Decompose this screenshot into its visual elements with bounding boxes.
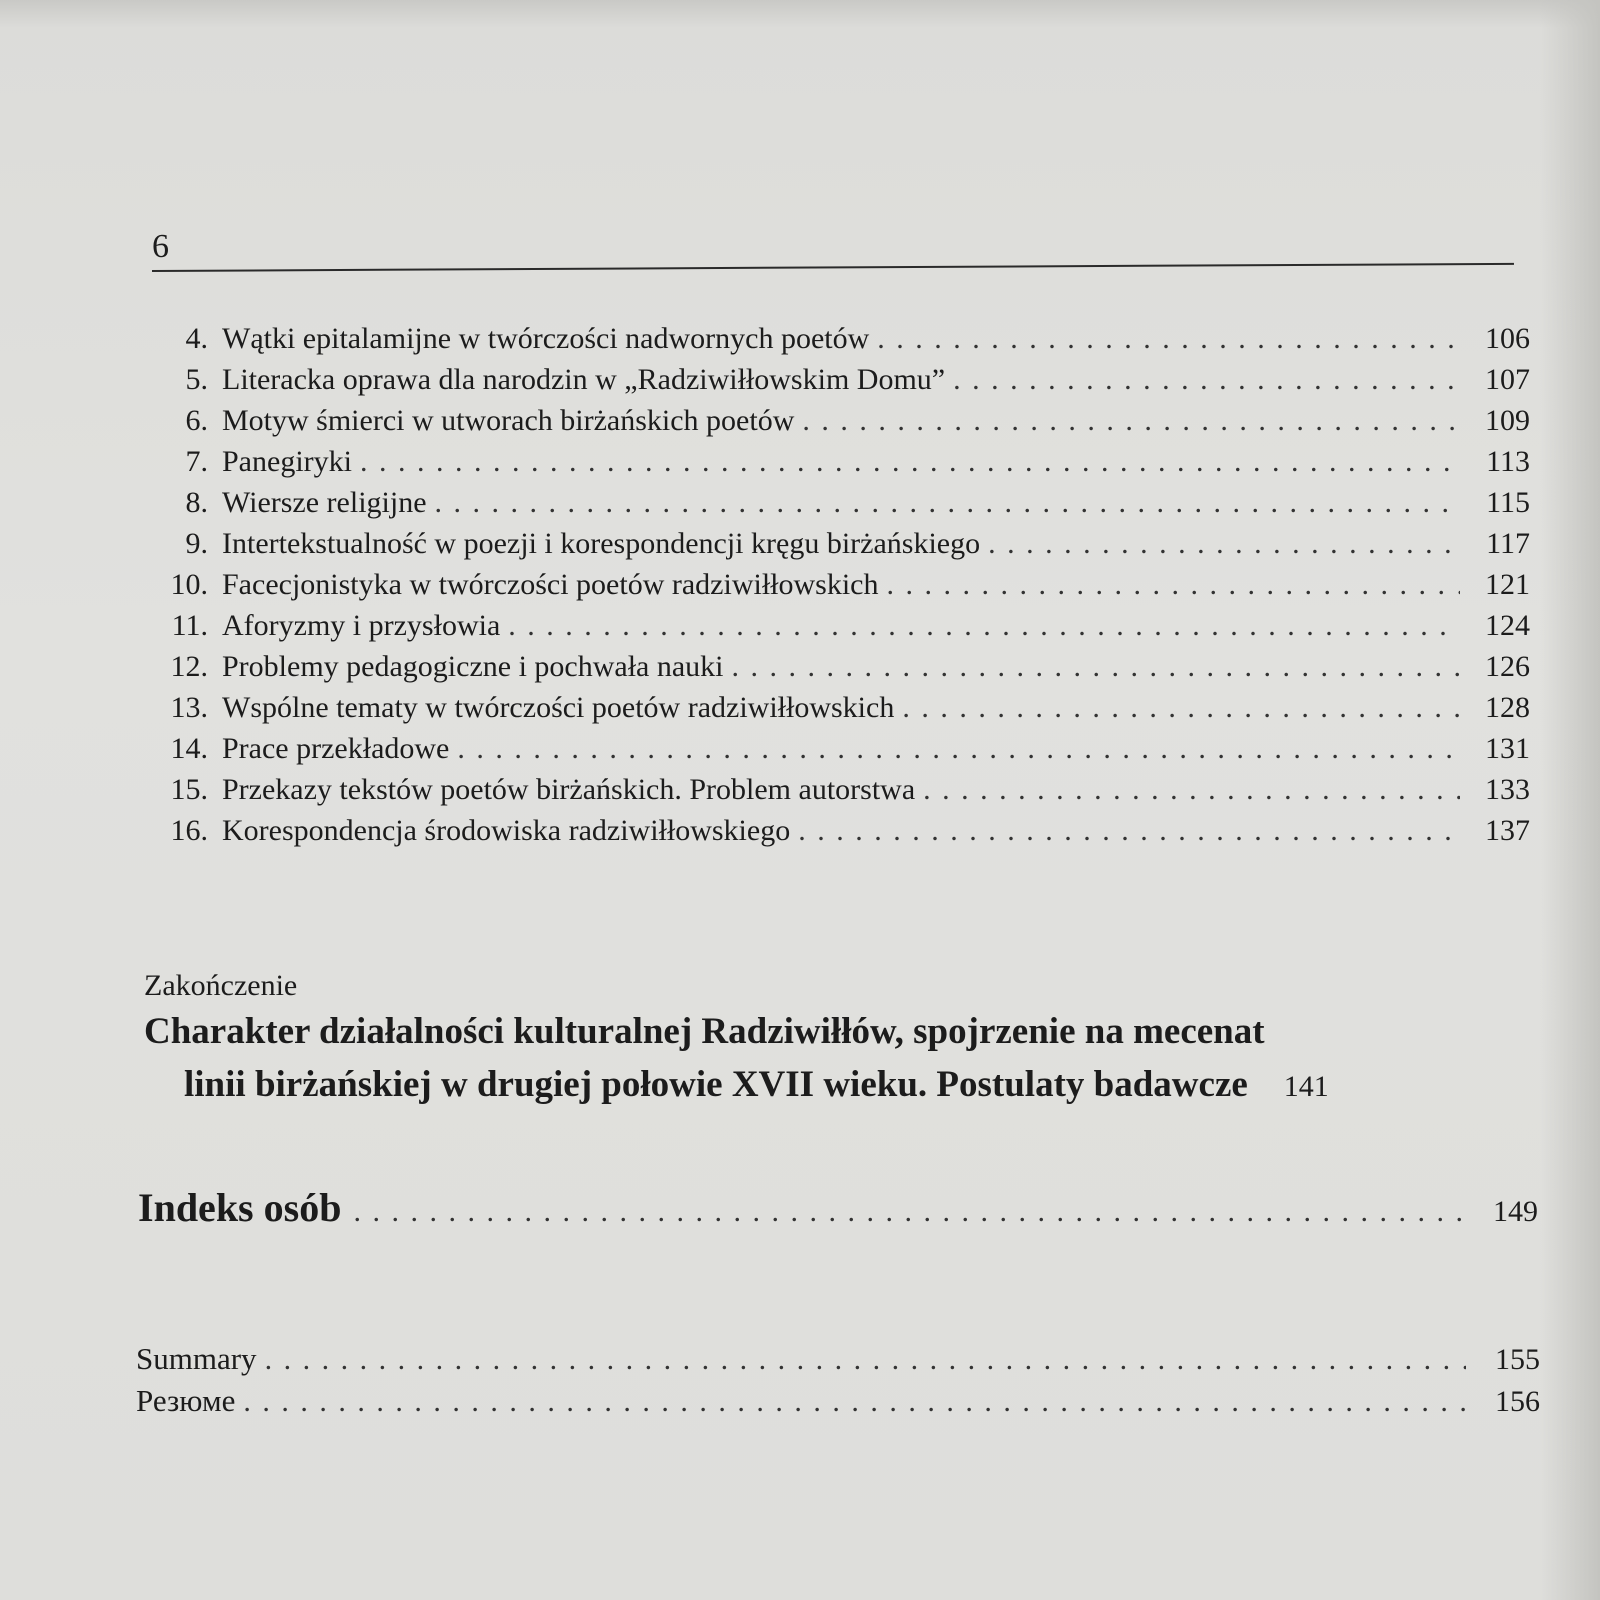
toc-entry-title: Literacka oprawa dla narodzin w „Radziwiłłowskim Domu”	[222, 363, 946, 396]
dot-leader	[265, 1339, 1466, 1381]
toc-entry	[150, 564, 1530, 605]
toc-entry-title: Facecjonistyka w twórczości poetów radziwiłłowskich	[222, 568, 879, 601]
page-top-shadow	[0, 0, 1600, 28]
dot-leader	[798, 810, 1460, 851]
toc-entry-title: Przekazy tekstów poetów birżańskich. Problem autorstwa	[222, 773, 916, 806]
toc-entry-number: 7.	[185, 445, 208, 478]
conclusion-page: 141	[1283, 1070, 1329, 1103]
toc-entry	[150, 400, 1530, 441]
toc-entry-title: Prace przekładowe	[222, 732, 450, 765]
toc-entry	[150, 359, 1530, 400]
toc-entry-title: Wiersze religijne	[222, 486, 427, 519]
dot-leader	[923, 769, 1460, 810]
dot-leader	[902, 687, 1460, 728]
conclusion-label: Zakończenie	[144, 969, 298, 1002]
toc-entry-title: Panegiryki	[222, 445, 352, 478]
summary-title: Summary	[136, 1341, 257, 1376]
toc-entry-page: 131	[1485, 732, 1530, 765]
toc-entry-page: 137	[1485, 814, 1530, 847]
dot-leader	[508, 605, 1460, 646]
dot-leader	[353, 1195, 1464, 1229]
toc-entry-page: 117	[1486, 527, 1530, 560]
dot-leader	[886, 564, 1460, 605]
toc-entry-page: 128	[1485, 691, 1530, 724]
conclusion-title-line1: Charakter działalności kulturalnej Radziwiłłów, spojrzenie na mecenat	[144, 1011, 1265, 1052]
toc-entry	[150, 646, 1530, 687]
dot-leader	[243, 1381, 1466, 1423]
conclusion-title-line2: linii birżańskiej w drugiej połowie XVII wieku. Postulaty badawcze	[184, 1064, 1248, 1105]
dot-leader	[360, 441, 1460, 482]
page-number: 6	[152, 228, 169, 265]
toc-entry	[150, 605, 1530, 646]
toc-entry-number: 4.	[185, 322, 208, 355]
back-matter-list	[136, 1338, 1540, 1422]
toc-entry-title: Aforyzmy i przysłowia	[222, 609, 501, 642]
toc-entry-title: Problemy pedagogiczne i pochwała nauki	[222, 650, 724, 683]
toc-entry-number: 5.	[185, 363, 208, 396]
resume-title: Резюме	[136, 1383, 236, 1418]
back-matter-entry	[136, 1338, 1540, 1380]
toc-entry	[150, 318, 1530, 359]
toc-entry-page: 106	[1485, 322, 1530, 355]
resume-page: 156	[1495, 1385, 1540, 1418]
summary-page: 155	[1495, 1343, 1540, 1376]
toc-entry-number: 10.	[170, 568, 208, 601]
dot-leader	[732, 646, 1460, 687]
toc-entry-number: 8.	[185, 486, 208, 519]
toc-entry-number: 6.	[185, 404, 208, 437]
toc-entry-page: 133	[1485, 773, 1530, 806]
toc-entry-page: 121	[1485, 568, 1530, 601]
toc-entry-number: 12.	[170, 650, 208, 683]
toc-entry	[150, 769, 1530, 810]
toc-entry	[150, 687, 1530, 728]
toc-entry-title: Korespondencja środowiska radziwiłłowskiego	[222, 814, 791, 847]
toc-entry	[150, 441, 1530, 482]
dot-leader	[435, 482, 1460, 523]
dot-leader	[457, 728, 1460, 769]
toc-entry-page: 124	[1485, 609, 1530, 642]
index-title: Indeks osób	[138, 1185, 342, 1230]
index-page: 149	[1493, 1195, 1538, 1228]
toc-entry-title: Motyw śmierci w utworach birżańskich poetów	[222, 404, 795, 437]
toc-list	[150, 318, 1530, 851]
toc-entry-number: 13.	[170, 691, 208, 724]
toc-entry-page: 113	[1486, 445, 1530, 478]
toc-entry-title: Intertekstualność w poezji i korespondencji kręgu birżańskiego	[222, 527, 981, 560]
dot-leader	[953, 359, 1460, 400]
toc-entry	[150, 523, 1530, 564]
toc-entry-title: Wspólne tematy w twórczości poetów radziwiłłowskich	[222, 691, 895, 724]
dot-leader	[802, 400, 1460, 441]
toc-entry-number: 15.	[170, 773, 208, 806]
dot-leader	[988, 523, 1460, 564]
conclusion-title-row	[144, 1058, 1544, 1114]
toc-entry-number: 9.	[185, 527, 208, 560]
dot-leader	[877, 318, 1460, 359]
toc-entry-page: 107	[1485, 363, 1530, 396]
page-right-edge	[1540, 0, 1600, 1600]
toc-entry-number: 16.	[170, 814, 208, 847]
toc-entry	[150, 728, 1530, 769]
toc-entry-number: 11.	[171, 609, 208, 642]
index-entry	[138, 1184, 1538, 1231]
back-matter-entry	[136, 1380, 1540, 1422]
toc-entry	[150, 810, 1530, 851]
header-rule	[152, 263, 1514, 272]
toc-entry-page: 109	[1485, 404, 1530, 437]
toc-entry-page: 126	[1485, 650, 1530, 683]
conclusion-section	[144, 966, 1544, 1114]
toc-entry-page: 115	[1486, 486, 1530, 519]
toc-entry-title: Wątki epitalamijne w twórczości nadwornych poetów	[222, 322, 870, 355]
toc-entry	[150, 482, 1530, 523]
toc-entry-number: 14.	[170, 732, 208, 765]
